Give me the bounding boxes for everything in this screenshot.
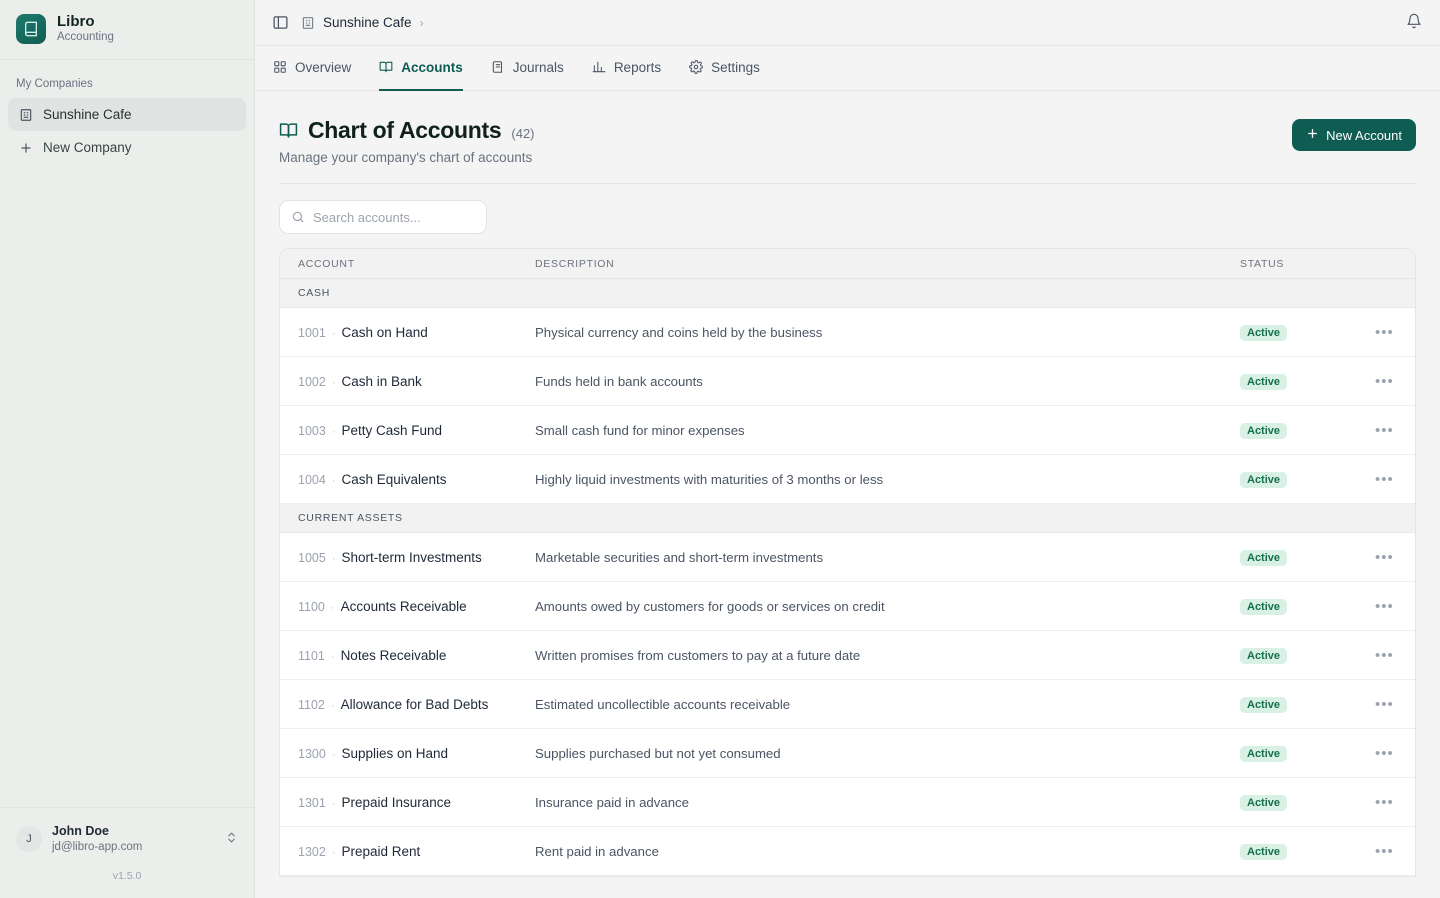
status-badge: Active <box>1240 795 1287 811</box>
tab-label: Journals <box>512 59 564 75</box>
column-header-status: STATUS <box>1240 257 1285 270</box>
account-description: Estimated uncollectible accounts receivable <box>535 696 791 712</box>
account-description: Rent paid in advance <box>535 843 659 859</box>
accounts-table <box>279 248 1416 877</box>
account-name: Allowance for Bad Debts <box>340 696 489 712</box>
sidebar <box>0 0 255 898</box>
tab-settings[interactable] <box>689 46 760 91</box>
account-code: 1005 <box>298 550 326 565</box>
separator-dot: · <box>331 376 336 389</box>
account-name: Prepaid Insurance <box>341 794 452 810</box>
separator-dot: · <box>331 327 336 340</box>
bell-icon[interactable] <box>1406 13 1422 33</box>
table-row[interactable] <box>280 357 1415 406</box>
status-badge: Active <box>1240 697 1287 713</box>
ellipsis-icon[interactable]: ••• <box>1375 548 1394 566</box>
account-name: Notes Receivable <box>340 647 447 663</box>
user-email: jd@libro-app.com <box>52 840 143 853</box>
table-row[interactable] <box>280 308 1415 357</box>
tab-label: Accounts <box>401 59 463 75</box>
ellipsis-icon[interactable]: ••• <box>1375 842 1394 860</box>
account-code: 1300 <box>298 746 326 761</box>
status-badge: Active <box>1240 550 1287 566</box>
user-name: John Doe <box>52 824 109 838</box>
book-open-icon <box>279 121 298 140</box>
column-header-description: DESCRIPTION <box>535 257 615 270</box>
avatar: J <box>16 826 42 852</box>
sidebar-footer <box>0 807 254 898</box>
account-description: Marketable securities and short-term investments <box>535 549 824 565</box>
ellipsis-icon[interactable]: ••• <box>1375 372 1394 390</box>
account-name: Prepaid Rent <box>341 843 421 859</box>
tab-journals[interactable] <box>491 46 564 91</box>
account-name: Petty Cash Fund <box>341 422 443 438</box>
content-area <box>255 91 1440 898</box>
breadcrumb[interactable] <box>301 15 424 30</box>
table-row[interactable] <box>280 729 1415 778</box>
account-description: Funds held in bank accounts <box>535 373 703 389</box>
account-description: Supplies purchased but not yet consumed <box>535 745 781 761</box>
breadcrumb-separator: › <box>419 15 424 30</box>
status-badge: Active <box>1240 325 1287 341</box>
table-row[interactable] <box>280 778 1415 827</box>
chevron-updown-icon[interactable] <box>225 831 238 847</box>
account-code: 1102 <box>298 697 325 712</box>
account-code: 1002 <box>298 374 326 389</box>
account-code: 1100 <box>298 599 325 614</box>
new-account-button[interactable] <box>1292 119 1416 151</box>
group-header-cash: CASH <box>280 279 1415 308</box>
separator-dot: · <box>331 748 336 761</box>
main-area <box>255 0 1440 898</box>
separator-dot: · <box>331 797 336 810</box>
sidebar-item-sunshine-cafe[interactable] <box>8 98 246 131</box>
separator-dot: · <box>331 425 336 438</box>
tab-reports[interactable] <box>592 46 661 91</box>
account-code: 1302 <box>298 844 326 859</box>
plus-icon <box>1306 127 1319 143</box>
status-badge: Active <box>1240 844 1287 860</box>
status-badge: Active <box>1240 599 1287 615</box>
table-row[interactable] <box>280 631 1415 680</box>
status-badge: Active <box>1240 472 1287 488</box>
page-title: Chart of Accounts <box>308 117 502 143</box>
ellipsis-icon[interactable]: ••• <box>1375 793 1394 811</box>
account-description: Insurance paid in advance <box>535 794 689 810</box>
status-badge: Active <box>1240 648 1287 664</box>
search-input[interactable] <box>313 210 475 225</box>
sidebar-item-label: Sunshine Cafe <box>43 107 132 122</box>
brand-title: Libro <box>57 13 95 31</box>
account-code: 1001 <box>298 325 326 340</box>
account-code: 1004 <box>298 472 326 487</box>
topbar <box>255 0 1440 46</box>
search-bar <box>279 184 1416 248</box>
book-logo-icon <box>16 14 46 44</box>
tab-accounts[interactable] <box>379 46 463 91</box>
gear-icon <box>689 60 703 74</box>
table-row[interactable] <box>280 582 1415 631</box>
book-open-icon <box>379 60 393 74</box>
separator-dot: · <box>330 601 335 614</box>
sidebar-item-label: New Company <box>43 140 132 155</box>
ellipsis-icon[interactable]: ••• <box>1375 323 1394 341</box>
brand-subtitle: Accounting <box>57 30 114 43</box>
sidebar-section-label: My Companies <box>16 78 93 90</box>
account-name: Cash on Hand <box>341 324 428 340</box>
status-badge: Active <box>1240 374 1287 390</box>
page-header <box>279 91 1416 165</box>
search-box[interactable] <box>279 200 487 234</box>
group-header-current-assets: CURRENT ASSETS <box>280 504 1415 533</box>
account-name: Accounts Receivable <box>340 598 467 614</box>
account-name: Cash in Bank <box>341 373 422 389</box>
account-description: Small cash fund for minor expenses <box>535 422 745 438</box>
account-description: Physical currency and coins held by the business <box>535 324 823 340</box>
new-account-label: New Account <box>1326 127 1402 143</box>
tab-bar <box>255 46 1440 91</box>
separator-dot: · <box>331 552 336 565</box>
account-description: Amounts owed by customers for goods or services on credit <box>535 598 885 614</box>
column-header-account: ACCOUNT <box>298 257 355 270</box>
plus-icon <box>18 140 33 155</box>
account-count: (42) <box>511 126 535 141</box>
table-header-row <box>280 249 1415 279</box>
separator-dot: · <box>331 474 336 487</box>
separator-dot: · <box>330 699 335 712</box>
table-row[interactable] <box>280 680 1415 729</box>
account-name: Short-term Investments <box>341 549 482 565</box>
tab-overview[interactable] <box>273 46 351 91</box>
account-name: Cash Equivalents <box>341 471 447 487</box>
building-icon <box>301 16 315 30</box>
status-badge: Active <box>1240 746 1287 762</box>
tab-label: Settings <box>711 59 760 75</box>
brand <box>0 0 254 60</box>
ellipsis-icon[interactable]: ••• <box>1375 695 1394 713</box>
account-code: 1301 <box>298 795 326 810</box>
ellipsis-icon[interactable]: ••• <box>1375 597 1394 615</box>
table-row[interactable] <box>280 827 1415 876</box>
separator-dot: · <box>331 846 336 859</box>
ellipsis-icon[interactable]: ••• <box>1375 421 1394 439</box>
account-name: Supplies on Hand <box>341 745 449 761</box>
chart-icon <box>592 60 606 74</box>
separator-dot: · <box>330 650 335 663</box>
table-row[interactable] <box>280 455 1415 504</box>
table-row[interactable] <box>280 533 1415 582</box>
account-code: 1003 <box>298 423 326 438</box>
status-badge: Active <box>1240 423 1287 439</box>
ellipsis-icon[interactable]: ••• <box>1375 646 1394 664</box>
app-version: v1.5.0 <box>112 870 142 882</box>
page-subtitle: Manage your company's chart of accounts <box>279 150 533 165</box>
account-description: Highly liquid investments with maturities of 3 months or less <box>535 471 884 487</box>
grid-icon <box>273 60 287 74</box>
user-menu[interactable] <box>12 820 242 858</box>
building-icon <box>18 107 33 122</box>
table-row[interactable] <box>280 406 1415 455</box>
journal-icon <box>491 60 505 74</box>
tab-label: Reports <box>613 59 662 75</box>
account-code: 1101 <box>298 648 325 663</box>
sidebar-toggle-icon[interactable] <box>271 14 289 32</box>
ellipsis-icon[interactable]: ••• <box>1375 470 1394 488</box>
tab-label: Overview <box>295 59 352 75</box>
account-description: Written promises from customers to pay at a future date <box>535 647 861 663</box>
search-icon <box>291 210 305 224</box>
breadcrumb-label: Sunshine Cafe <box>323 15 412 30</box>
sidebar-item-new-company[interactable] <box>8 131 246 164</box>
ellipsis-icon[interactable]: ••• <box>1375 744 1394 762</box>
